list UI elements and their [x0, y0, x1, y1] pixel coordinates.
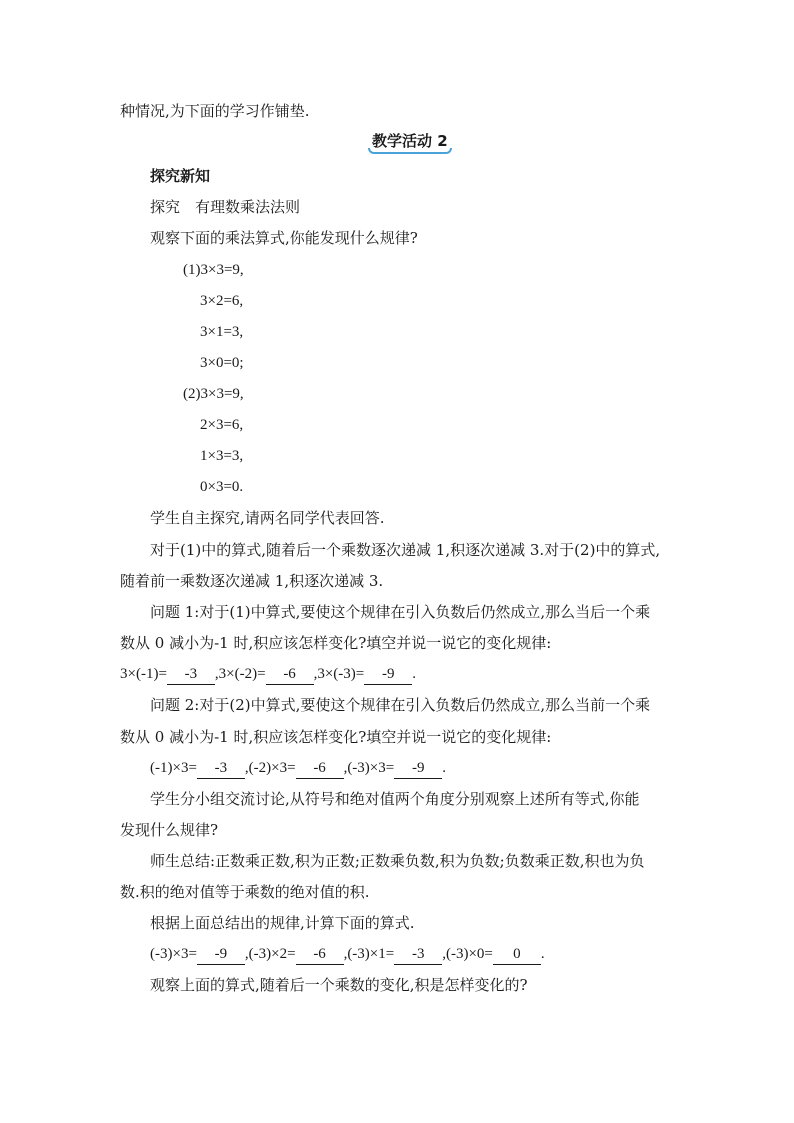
compute-fill-line	[150, 944, 545, 965]
compute-answer-2: -6	[296, 944, 344, 965]
q2-answer-1: -3	[197, 758, 245, 779]
q1-answer-3: -9	[364, 664, 412, 685]
answer-line-2: 随着前一乘数逐次递减 1,积逐次递减 3.	[120, 572, 384, 590]
question-observe: 观察下面的乘法算式,你能发现什么规律?	[150, 229, 418, 247]
q2-end: .	[442, 760, 446, 776]
equation-group2-1: (2)3×3=9,	[183, 386, 244, 402]
question2-line-1: 问题 2:对于(2)中算式,要使这个规律在引入负数后仍然成立,那么当前一个乘	[150, 696, 651, 714]
compute-expr-4: ,(-3)×0=	[442, 946, 493, 962]
q1-expr-1: 3×(-1)=	[120, 666, 167, 682]
final-question: 观察上面的算式,随着后一个乘数的变化,积是怎样变化的?	[150, 976, 528, 994]
question2-line-2: 数从 0 减小为-1 时,积应该怎样变化?填空并说一说它的变化规律:	[120, 728, 552, 746]
answer-line-1: 对于(1)中的算式,随着后一个乘数逐次递减 1,积逐次递减 3.对于(2)中的算式,	[150, 541, 661, 559]
activity-heading: 教学活动 2	[366, 128, 454, 154]
compute-end: .	[540, 946, 545, 962]
intro-tail-text: 种情况,为下面的学习作铺垫.	[120, 102, 310, 120]
q2-expr-2: ,(-2)×3=	[244, 760, 296, 776]
compute-answer-1: -9	[197, 944, 245, 965]
compute-answer-3: -3	[394, 944, 442, 965]
q2-expr-1: (-1)×3=	[150, 760, 197, 776]
equation-group1-4: 3×0=0;	[200, 355, 244, 371]
compute-intro: 根据上面总结出的规律,计算下面的算式.	[150, 914, 415, 932]
question1-line-2: 数从 0 减小为-1 时,积应该怎样变化?填空并说一说它的变化规律:	[120, 634, 552, 652]
compute-expr-2: ,(-3)×2=	[244, 946, 296, 962]
question1-fill-line	[120, 664, 416, 685]
equation-group1-3: 3×1=3,	[200, 324, 244, 340]
q1-end: .	[412, 666, 416, 682]
question2-fill-line	[150, 758, 446, 779]
discuss-line-2: 发现什么规律?	[120, 821, 219, 839]
summary-line-2: 数.积的绝对值等于乘数的绝对值的积.	[120, 883, 370, 901]
q2-answer-2: -6	[296, 758, 344, 779]
q1-answer-1: -3	[167, 664, 215, 685]
equation-group1-2: 3×2=6,	[200, 293, 244, 309]
q1-answer-2: -6	[266, 664, 314, 685]
q1-expr-2: ,3×(-2)=	[214, 666, 266, 682]
equation-group2-4: 0×3=0.	[200, 479, 244, 495]
q2-expr-3: ,(-3)×3=	[343, 760, 395, 776]
equation-group2-2: 2×3=6,	[200, 417, 244, 433]
q1-expr-3: ,3×(-3)=	[313, 666, 365, 682]
compute-answer-4: 0	[493, 944, 541, 965]
discuss-line-1: 学生分小组交流讨论,从符号和绝对值两个角度分别观察上述所有等式,你能	[150, 790, 640, 808]
equation-group2-3: 1×3=3,	[200, 448, 244, 464]
compute-expr-1: (-3)×3=	[150, 946, 197, 962]
q2-answer-3: -9	[394, 758, 442, 779]
equation-group1-1: (1)3×3=9,	[183, 262, 244, 278]
student-explore-text: 学生自主探究,请两名同学代表回答.	[150, 509, 385, 527]
explore-label: 探究 有理数乘法法则	[150, 198, 301, 216]
summary-line-1: 师生总结:正数乘正数,积为正数;正数乘负数,积为负数;负数乘正数,积也为负	[150, 852, 645, 870]
question1-line-1: 问题 1:对于(1)中算式,要使这个规律在引入负数后仍然成立,那么当后一个乘	[150, 603, 651, 621]
section-title: 探究新知	[150, 167, 211, 185]
compute-expr-3: ,(-3)×1=	[343, 946, 395, 962]
